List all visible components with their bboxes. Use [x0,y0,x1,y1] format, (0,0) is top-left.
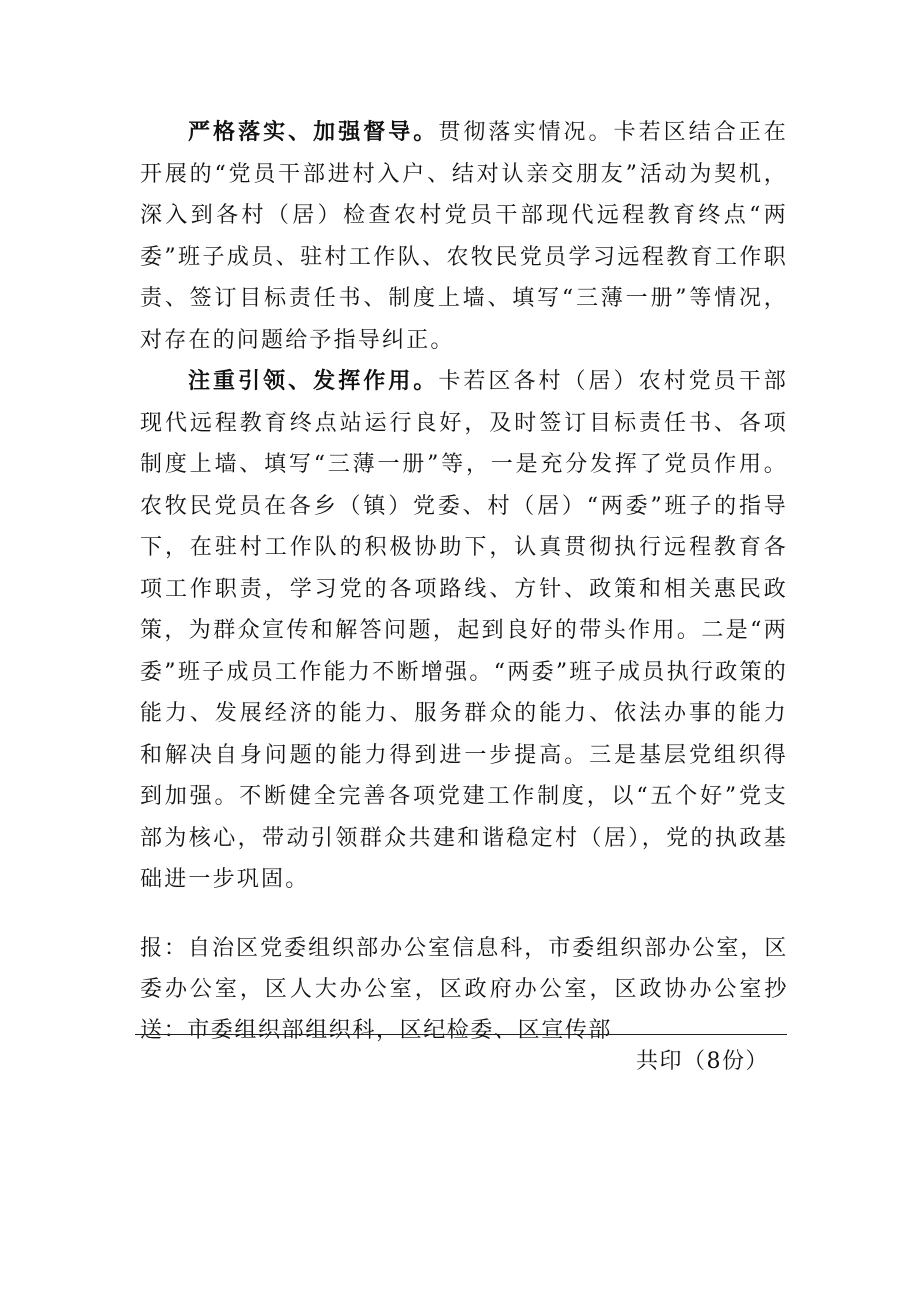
paragraph-leadership [140,361,788,901]
paragraph-heading: 注重引领、发挥作用。 [188,368,439,394]
paragraph-heading: 严格落实、加强督导。 [188,119,439,145]
paragraph-text: 卡若区各村（居）农村党员干部现代远程教育终点站运行良好，及时签订目标责任书、各项制度上墙、填写“三薄一册”等，一是充分发挥了党员作用。农牧民党员在各乡（镇）党委、村（居）“两委”班子的指导下，在驻村工作队的积极协助下，认真贯彻执行远程教育各项工作职责，学习党的各项路线、方针、政策和相关惠民政策，为群众宣传和解答问题，起到良好的带头作用。二是“两委”班子成员工作能力不断增强。“两委”班子成员执行政策的能力、发展经济的能力、服务群众的能力、依法办事的能力和解决自身问题的能力得到进一步提高。三是基层党组织得到加强。不断健全完善各项党建工作制度，以“五个好”党支部为核心，带动引领群众共建和谐稳定村（居），党的执政基础进一步巩固。 [140,369,788,892]
body-text [140,112,788,901]
distribution-list [140,928,788,1051]
distribution-text: 报：自治区党委组织部办公室信息科，市委组织部办公室，区委办公室，区人大办公室，区政府办公室，区政协办公室抄送：市委组织部组织科，区纪检委、区宣传部 [140,936,788,1043]
divider-line [135,1034,787,1035]
paragraph-supervision [140,112,788,361]
paragraph-text: 贯彻落实情况。卡若区结合正在开展的“党员干部进村入户、结对认亲交朋友”活动为契机，深入到各村（居）检查农村党员干部现代远程教育终点“两委”班子成员、驻村工作队、农牧民党员学习远程教育工作职责、签订目标责任书、制度上墙、填写“三薄一册”等情况，对存在的问题给予指导纠正。 [140,120,788,353]
print-copies: 共印（8份） [636,1049,769,1074]
